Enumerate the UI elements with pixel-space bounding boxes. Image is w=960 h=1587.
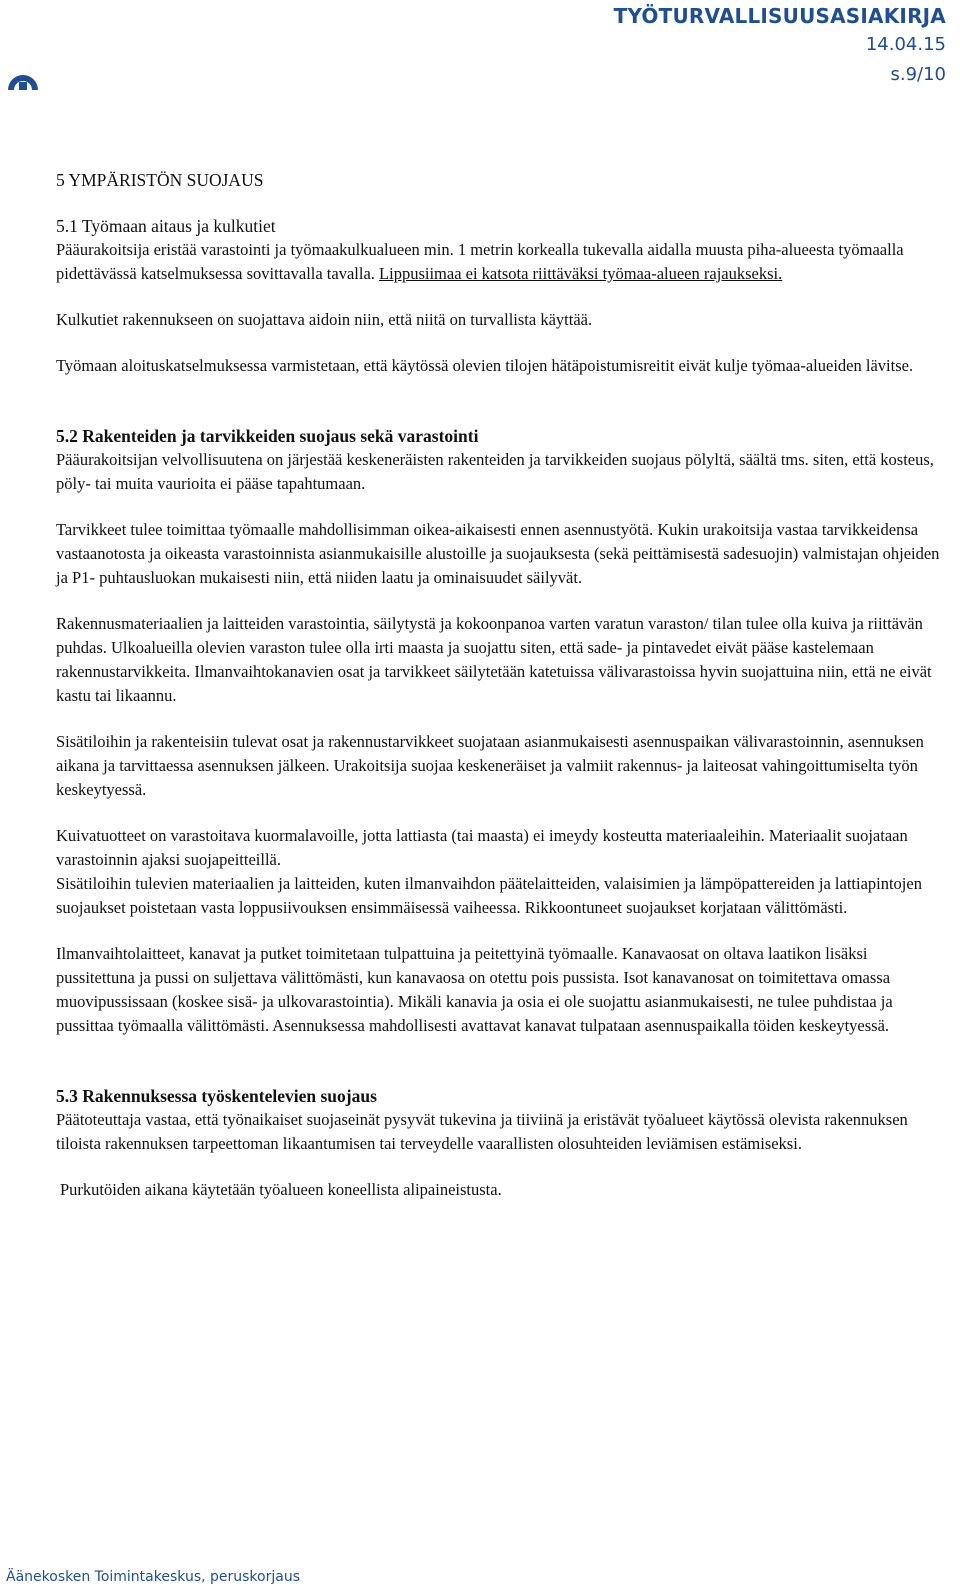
document-title: TYÖTURVALLISUUSASIAKIRJA xyxy=(613,4,946,28)
paragraph: Sisätiloihin ja rakenteisiin tulevat osat ja rakennustarvikkeet suojataan asianmukaisesti asennuspaikan välivarastoinnin, asennuksen aikana ja tarvittaessa asennuksen jälkeen. Urakoitsija suojaa keskeneräiset ja valmiit rakennus- ja laiteosat vahingoittumiselta työn keskeytyessä. xyxy=(56,732,924,799)
page-footer: Äänekosken Toimintakeskus, peruskorjaus xyxy=(6,1569,300,1585)
paragraph: Kulkutiet rakennukseen on suojattava aidoin niin, että niitä on turvallista käyttää. xyxy=(56,310,593,329)
paragraph: Päätoteuttaja vastaa, että työnaikaiset suojaseinät pysyvät tukevina ja tiiviinä ja eristävät työalueet käytössä olevista rakennuksen tiloista rakennuksen tarpeettoman likaantumisen tai terveydelle vaarallisten olosuhteiden leviämisen estämiseksi. xyxy=(56,1110,908,1153)
paragraph: Työmaan aloituskatselmuksessa varmistetaan, että käytössä olevien tilojen hätäpoistumisreitit eivät kulje työmaa-alueiden lävitse. xyxy=(56,356,914,375)
company-logo-icon xyxy=(6,68,40,90)
paragraph-text: Pääurakoitsija eristää varastointi ja työmaakulkualueen min. 1 metrin korkealla tukevalla aidalla muusta piha-alueesta työmaalla pidettävässä katselmuksessa sovittavalla tavalla. xyxy=(56,240,904,283)
subsection-heading-5-2: 5.2 Rakenteiden ja tarvikkeiden suojaus sekä varastointi xyxy=(56,426,479,446)
subsection-heading-5-3: 5.3 Rakennuksessa työskentelevien suojaus xyxy=(56,1086,377,1106)
document-date: 14.04.15 xyxy=(865,34,946,55)
underlined-text: Lippusiimaa ei katsota riittäväksi työmaa-alueen rajaukseksi. xyxy=(379,264,783,283)
paragraph: Rakennusmateriaalien ja laitteiden varastointia, säilytystä ja kokoonpanoa varten varatun varaston/ tilan tulee olla kuiva ja riittävän puhdas. Ulkoalueilla olevien varaston tulee olla irti maasta ja suojattu siten, että sade- ja pintavedet eivät pääse kastelemaan rakennustarvikkeita. Ilmanvaihtokanavien osat ja tarvikkeet säilytetään katetuissa välivarastoissa hyvin suojattuina niin, että ne eivät kastu tai likaannu. xyxy=(56,614,932,705)
page-number: s.9/10 xyxy=(890,64,946,85)
section-title: 5 YMPÄRISTÖN SUOJAUS xyxy=(56,170,264,190)
paragraph xyxy=(56,238,940,286)
document-body xyxy=(56,168,940,1202)
paragraph: Pääurakoitsijan velvollisuutena on järjestää keskeneräisten rakenteiden ja tarvikkeiden suojaus pölyltä, säältä tms. siten, että kosteus, pöly- tai muita vaurioita ei pääse tapahtumaan. xyxy=(56,450,934,493)
subsection-heading-5-1: 5.1 Työmaan aitaus ja kulkutiet xyxy=(56,216,276,236)
paragraph: Kuivatuotteet on varastoitava kuormalavoille, jotta lattiasta (tai maasta) ei imeydy kosteutta materiaaleihin. Materiaalit suojataan varastoinnin ajaksi suojapeitteillä. xyxy=(56,826,908,869)
paragraph: Tarvikkeet tulee toimittaa työmaalle mahdollisimman oikea-aikaisesti ennen asennustyötä. Kukin urakoitsija vastaa tarvikkeidensa vastaanotosta ja oikeasta varastoinnista asianmukaisille alustoille ja suojauksesta (sekä peittämisestä sadesuojin) valmistajan ohjeiden ja P1- puhtausluokan mukaisesti niin, että niiden laatu ja ominaisuudet säilyvät. xyxy=(56,520,940,587)
paragraph: Sisätiloihin tulevien materiaalien ja laitteiden, kuten ilmanvaihdon päätelaitteiden, valaisimien ja lämpöpattereiden ja lattiapintojen suojaukset poistetaan vasta loppusiivouksen ensimmäisessä vaiheessa. Rikkoontuneet suojaukset korjataan välittömästi. xyxy=(56,874,922,917)
paragraph: Purkutöiden aikana käytetään työalueen koneellista alipaineistusta. xyxy=(60,1180,502,1199)
paragraph: Ilmanvaihtolaitteet, kanavat ja putket toimitetaan tulpattuina ja peitettyinä työmaalle. Kanavaosat on oltava laatikon lisäksi pussitettuna ja pussi on suljettava välittömästi, kun kanavaosa on otettu pois pussista. Isot kanavanosat on toimitettava omassa muovipussissaan (koskee sisä- ja ulkovarastointia). Mikäli kanavia ja osia ei ole suojattu asianmukaisesti, ne tulee puhdistaa ja pussittaa työmaalla välittömästi. Asennuksessa mahdollisesti avattavat kanavat tulpataan asennuspaikalla töiden keskeytyessä. xyxy=(56,944,893,1035)
